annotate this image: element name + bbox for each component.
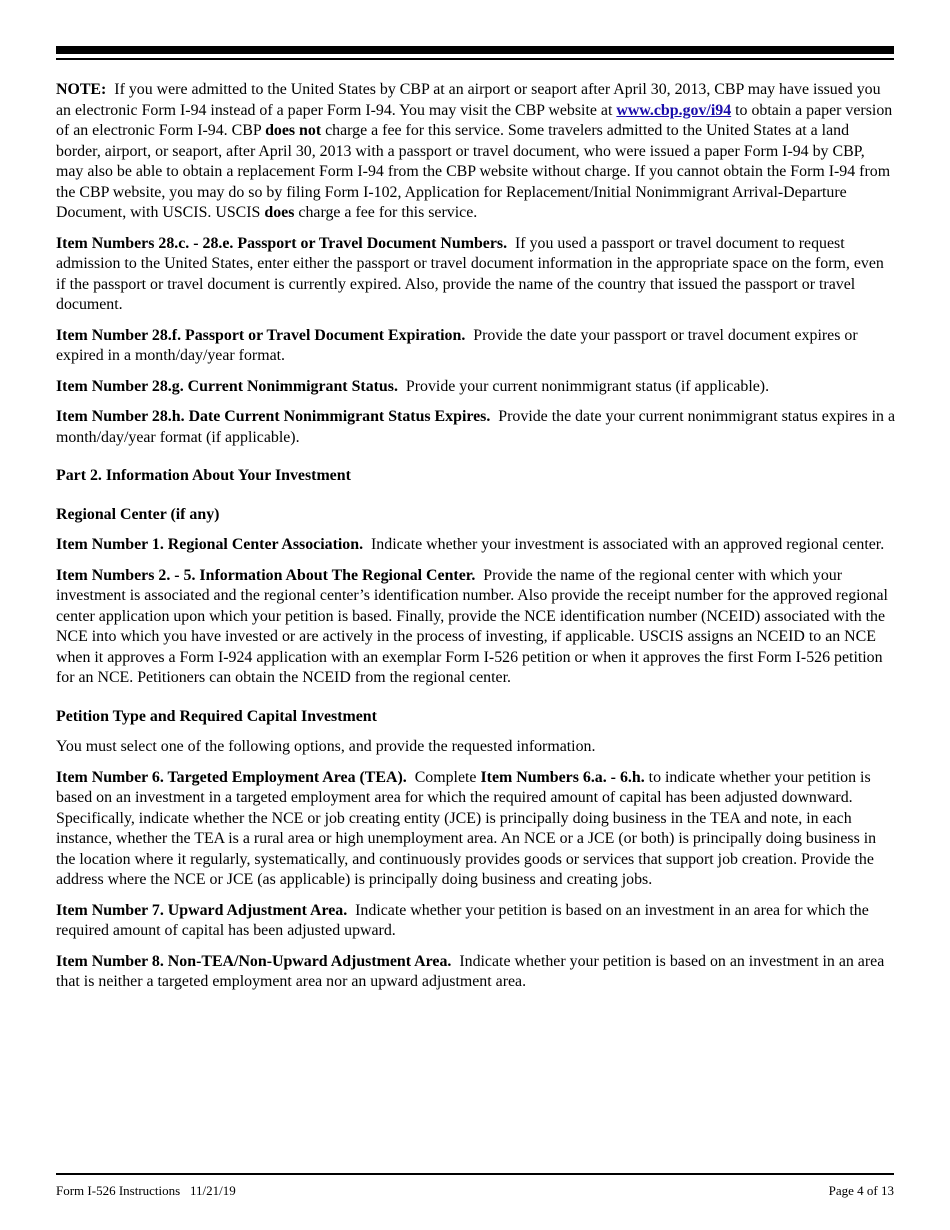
item-7-text: Indicate whether your petition is based on an investment in an area for which the required amount of capital has been adjusted upward.	[56, 901, 869, 939]
note-label: NOTE:	[56, 81, 107, 98]
item-7-paragraph	[56, 901, 896, 942]
item-6-bold-ref: Item Numbers 6.a. - 6.h.	[480, 768, 645, 786]
item-1-text: Indicate whether your investment is associated with an approved regional center.	[371, 536, 885, 553]
item-28g-text: Provide your current nonimmigrant status (if applicable).	[405, 377, 770, 395]
item-2-5-text: Provide the name of the regional center with which your investment is associated and the regional center’s identification number. Also provide the receipt number for the approved regional center application upon which your petition is based. Finally, provide the NCE identification number (NCEID) associated with the NCE into which you have invested or are actively in the process of investing, if applicable. USCIS assigns an NCEID to an NCE when it approves a Form I-924 application with an exemplar Form I-526 petition or when it approves the first Form I-526 petition for an NCE. Petitioners can obtain the NCEID from the regional center.	[56, 566, 888, 686]
petition-type-heading: Petition Type and Required Capital Investment	[56, 707, 377, 725]
item-6-text-2: to indicate whether your petition is based on an investment in a targeted employment area for which the required amount of capital has been adjusted downward. Specifically, indicate whether the NCE or job creating entity (JCE) is principally doing business in the TEA and note, in each instance, whether the TEA is a rural area or high unemployment area. An NCE or a JCE (or both) is principally doing business in the location where it regularly, systematically, and continuously provides goods or services that support job creation. Provide the address where the NCE or JCE (as applicable) is principally doing business and creating jobs.	[56, 768, 877, 888]
note-text-3: charge a fee for this service. Some travelers admitted to the United States at a land border, airport, or seaport, after April 30, 2013 with a passport or travel document, who were issued a paper Form I-94 by CBP, may also be able to obtain a replacement Form I-94 from the CBP website without charge. If you cannot obtain the Form I-94 from the CBP website, you may do so by filing Form I-102, Application for Replacement/Initial Nonimmigrant Arrival-Departure Document, with USCIS. USCIS	[56, 122, 891, 221]
item-1-paragraph	[56, 535, 896, 556]
item-28ce-title: Item Numbers 28.c. - 28.e. Passport or Travel Document Numbers.	[56, 234, 508, 252]
footer-page-number: Page 4 of 13	[828, 1183, 894, 1198]
item-28f-text: Provide the date your passport or travel document expires or expired in a month/day/year format.	[56, 326, 858, 364]
note-text-1: If you were admitted to the United States by CBP at an airport or seaport after April 30, 2013, CBP may have issued you an electronic Form I-94 instead of a paper Form I-94. You may visit the CBP website at	[56, 81, 881, 119]
item-7-title: Item Number 7. Upward Adjustment Area.	[56, 901, 348, 919]
part2-heading: Part 2. Information About Your Investment	[56, 467, 351, 484]
item-8-paragraph	[56, 952, 896, 993]
cbp-i94-link[interactable]: www.cbp.gov/i94	[616, 101, 732, 119]
note-text-2: to obtain a paper version of an electronic Form I-94. CBP	[56, 101, 893, 139]
footer-form-info: Form I-526 Instructions 11/21/19	[56, 1183, 236, 1198]
note-paragraph	[56, 80, 896, 224]
select-option-paragraph: You must select one of the following options, and provide the requested information.	[56, 738, 596, 755]
note-bold-does: does	[264, 204, 295, 221]
note-bold-does-not: does not	[265, 122, 322, 139]
item-8-text: Indicate whether your petition is based on an investment in an area that is neither a targeted employment area nor an upward adjustment area.	[56, 952, 885, 990]
item-28h-paragraph	[56, 407, 896, 448]
item-28f-title: Item Number 28.f. Passport or Travel Document Expiration.	[56, 326, 466, 344]
item-28g-paragraph	[56, 377, 896, 398]
item-28g-title: Item Number 28.g. Current Nonimmigrant Status.	[56, 377, 398, 395]
item-6-title: Item Number 6. Targeted Employment Area (TEA).	[56, 768, 407, 786]
item-28h-text: Provide the date your current nonimmigrant status expires in a month/day/year format (if applicable).	[56, 408, 896, 446]
document-body	[56, 80, 896, 1003]
item-8-title: Item Number 8. Non-TEA/Non-Upward Adjustment Area.	[56, 952, 452, 970]
regional-center-heading: Regional Center (if any)	[56, 505, 220, 523]
item-28h-title: Item Number 28.h. Date Current Nonimmigrant Status Expires.	[56, 408, 491, 425]
note-text-4: charge a fee for this service.	[298, 204, 478, 221]
header-rule-thin	[56, 58, 894, 60]
item-1-title: Item Number 1. Regional Center Association.	[56, 536, 364, 553]
item-28ce-text: If you used a passport or travel document to request admission to the United States, enter either the passport or travel document information in the appropriate space on the form, even if the passport or travel document is currently expired. Also, provide the name of the country that issued the passport or travel document.	[56, 234, 884, 313]
item-6-paragraph	[56, 768, 896, 891]
item-28f-paragraph	[56, 326, 896, 367]
item-6-text-1: Complete	[414, 768, 477, 786]
item-2-5-paragraph	[56, 566, 896, 689]
header-rule-thick	[56, 46, 894, 54]
item-2-5-title: Item Numbers 2. - 5. Information About The Regional Center.	[56, 566, 476, 584]
footer-rule	[56, 1173, 894, 1175]
item-28ce-paragraph	[56, 234, 896, 316]
